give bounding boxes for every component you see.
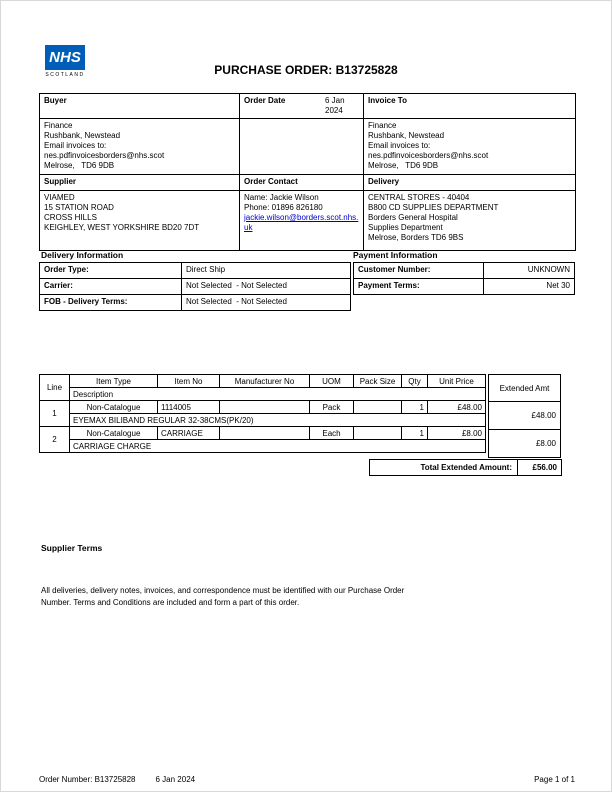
info-row <box>40 295 351 311</box>
item-description-cell: EYEMAX BILIBAND REGULAR 32-38CMS(PK/20) <box>70 414 486 427</box>
unit-price-cell: £8.00 <box>428 427 486 440</box>
items-description-header-row <box>40 388 486 401</box>
item-type-cell: Non-Catalogue <box>70 401 158 414</box>
extended-amount-column <box>488 374 561 458</box>
qty-cell: 1 <box>402 401 428 414</box>
unit-price-column-header: Unit Price <box>428 375 486 388</box>
item-type-cell: Non-Catalogue <box>70 427 158 440</box>
footer-date: 6 Jan 2024 <box>155 775 196 784</box>
footer-page-number: Page 1 of 1 <box>534 775 575 784</box>
item-row <box>40 427 486 440</box>
extended-amt-cell: £48.00 <box>489 402 561 430</box>
address-line: nes.pdfinvoicesborders@nhs.scot <box>44 151 165 160</box>
parties-table <box>39 93 576 251</box>
address-line: nes.pdfinvoicesborders@nhs.scot <box>368 151 489 160</box>
order-date-cell <box>240 94 364 119</box>
info-row <box>354 279 575 295</box>
address-line: 15 STATION ROAD <box>44 203 114 212</box>
supplier-terms-heading: Supplier Terms <box>41 543 103 553</box>
contact-phone: Phone: 01896 826180 <box>244 203 323 212</box>
fob-delivery-terms-value: Not Selected - Not Selected <box>182 295 351 311</box>
address-line: Melrose, TD6 9DB <box>44 161 115 170</box>
payment-terms-label: Payment Terms: <box>354 279 484 295</box>
order-contact-header: Order Contact <box>240 175 364 191</box>
payment-information-heading: Payment Information <box>353 250 438 260</box>
line-column-header: Line <box>40 375 70 401</box>
item-no-cell: 1114005 <box>158 401 220 414</box>
supplier-address <box>40 191 240 251</box>
extended-amt-cell: £8.00 <box>489 430 561 458</box>
description-column-header: Description <box>70 388 486 401</box>
page-footer <box>39 775 575 784</box>
address-line: Melrose, Borders TD6 9BS <box>368 233 464 242</box>
buyer-address <box>40 119 240 175</box>
address-line: Finance <box>368 121 397 130</box>
item-type-column-header: Item Type <box>70 375 158 388</box>
address-line: Supplies Department <box>368 223 443 232</box>
address-line: Melrose, TD6 9DB <box>368 161 439 170</box>
item-description-row <box>40 440 486 453</box>
item-no-cell: CARRIAGE <box>158 427 220 440</box>
address-line: B800 CD SUPPLIES DEPARTMENT <box>368 203 499 212</box>
info-row <box>354 263 575 279</box>
supplier-terms-body: All deliveries, delivery notes, invoices, and correspondence must be identified with our Purchase Order Number. Terms and Conditions are included and form a part of this order. <box>41 586 405 607</box>
delivery-information-table <box>39 262 351 311</box>
address-line: CENTRAL STORES - 40404 <box>368 193 470 202</box>
manufacturer-no-column-header: Manufacturer No <box>220 375 310 388</box>
item-no-column-header: Item No <box>158 375 220 388</box>
page-title: PURCHASE ORDER: B13725828 <box>214 63 398 77</box>
manufacturer-no-cell <box>220 401 310 414</box>
order-contact-details <box>240 191 364 251</box>
address-line: Email invoices to: <box>368 141 431 150</box>
nhs-logo-region-label: SCOTLAND <box>45 72 85 78</box>
address-line: CROSS HILLS <box>44 213 97 222</box>
invoice-to-address <box>364 119 576 175</box>
uom-column-header: UOM <box>310 375 354 388</box>
pack-size-cell <box>354 427 402 440</box>
customer-number-value: UNKNOWN <box>484 263 575 279</box>
address-line: Finance <box>44 121 73 130</box>
footer-left <box>39 775 195 784</box>
carrier-value: Not Selected - Not Selected <box>182 279 351 295</box>
unit-price-cell: £48.00 <box>428 401 486 414</box>
line-items-table <box>39 374 486 453</box>
delivery-address <box>364 191 576 251</box>
qty-cell: 1 <box>402 427 428 440</box>
qty-column-header: Qty <box>402 375 428 388</box>
items-header-row <box>40 375 486 388</box>
info-row <box>40 279 351 295</box>
address-line: Rushbank, Newstead <box>44 131 121 140</box>
uom-cell: Each <box>310 427 354 440</box>
item-description-cell: CARRIAGE CHARGE <box>70 440 486 453</box>
total-extended-amount-label: Total Extended Amount: <box>369 459 518 476</box>
pack-size-column-header: Pack Size <box>354 375 402 388</box>
address-line: Rushbank, Newstead <box>368 131 445 140</box>
order-date-value: 6 Jan 2024 <box>325 96 345 115</box>
nhs-logo-icon: NHS <box>45 45 85 70</box>
item-line-number: 2 <box>40 427 70 453</box>
uom-cell: Pack <box>310 401 354 414</box>
delivery-header: Delivery <box>364 175 576 191</box>
payment-information-table <box>353 262 575 295</box>
order-date-spacer-cell <box>240 119 364 175</box>
info-row <box>40 263 351 279</box>
customer-number-label: Customer Number: <box>354 263 484 279</box>
footer-order-number: Order Number: B13725828 <box>39 775 136 784</box>
address-line: VIAMED <box>44 193 75 202</box>
address-line: Email invoices to: <box>44 141 107 150</box>
item-line-number: 1 <box>40 401 70 427</box>
pack-size-cell <box>354 401 402 414</box>
supplier-header: Supplier <box>40 175 240 191</box>
order-type-label: Order Type: <box>40 263 182 279</box>
extended-amt-column-header: Extended Amt <box>489 375 561 402</box>
order-date-label: Order Date <box>244 96 286 105</box>
item-row <box>40 401 486 414</box>
order-type-value: Direct Ship <box>182 263 351 279</box>
manufacturer-no-cell <box>220 427 310 440</box>
delivery-information-heading: Delivery Information <box>41 250 124 260</box>
address-line: KEIGHLEY, WEST YORKSHIRE BD20 7DT <box>44 223 200 232</box>
total-extended-amount-value: £56.00 <box>517 459 562 476</box>
total-extended-amount-row <box>369 459 562 476</box>
contact-email-link[interactable]: jackie.wilson@borders.scot.nhs.uk <box>244 213 359 232</box>
buyer-header: Buyer <box>40 94 240 119</box>
invoice-to-header: Invoice To <box>364 94 576 119</box>
carrier-label: Carrier: <box>40 279 182 295</box>
address-line: Borders General Hospital <box>368 213 458 222</box>
payment-terms-value: Net 30 <box>484 279 575 295</box>
contact-name: Name: Jackie Wilson <box>244 193 319 202</box>
item-description-row <box>40 414 486 427</box>
fob-delivery-terms-label: FOB - Delivery Terms: <box>40 295 182 311</box>
